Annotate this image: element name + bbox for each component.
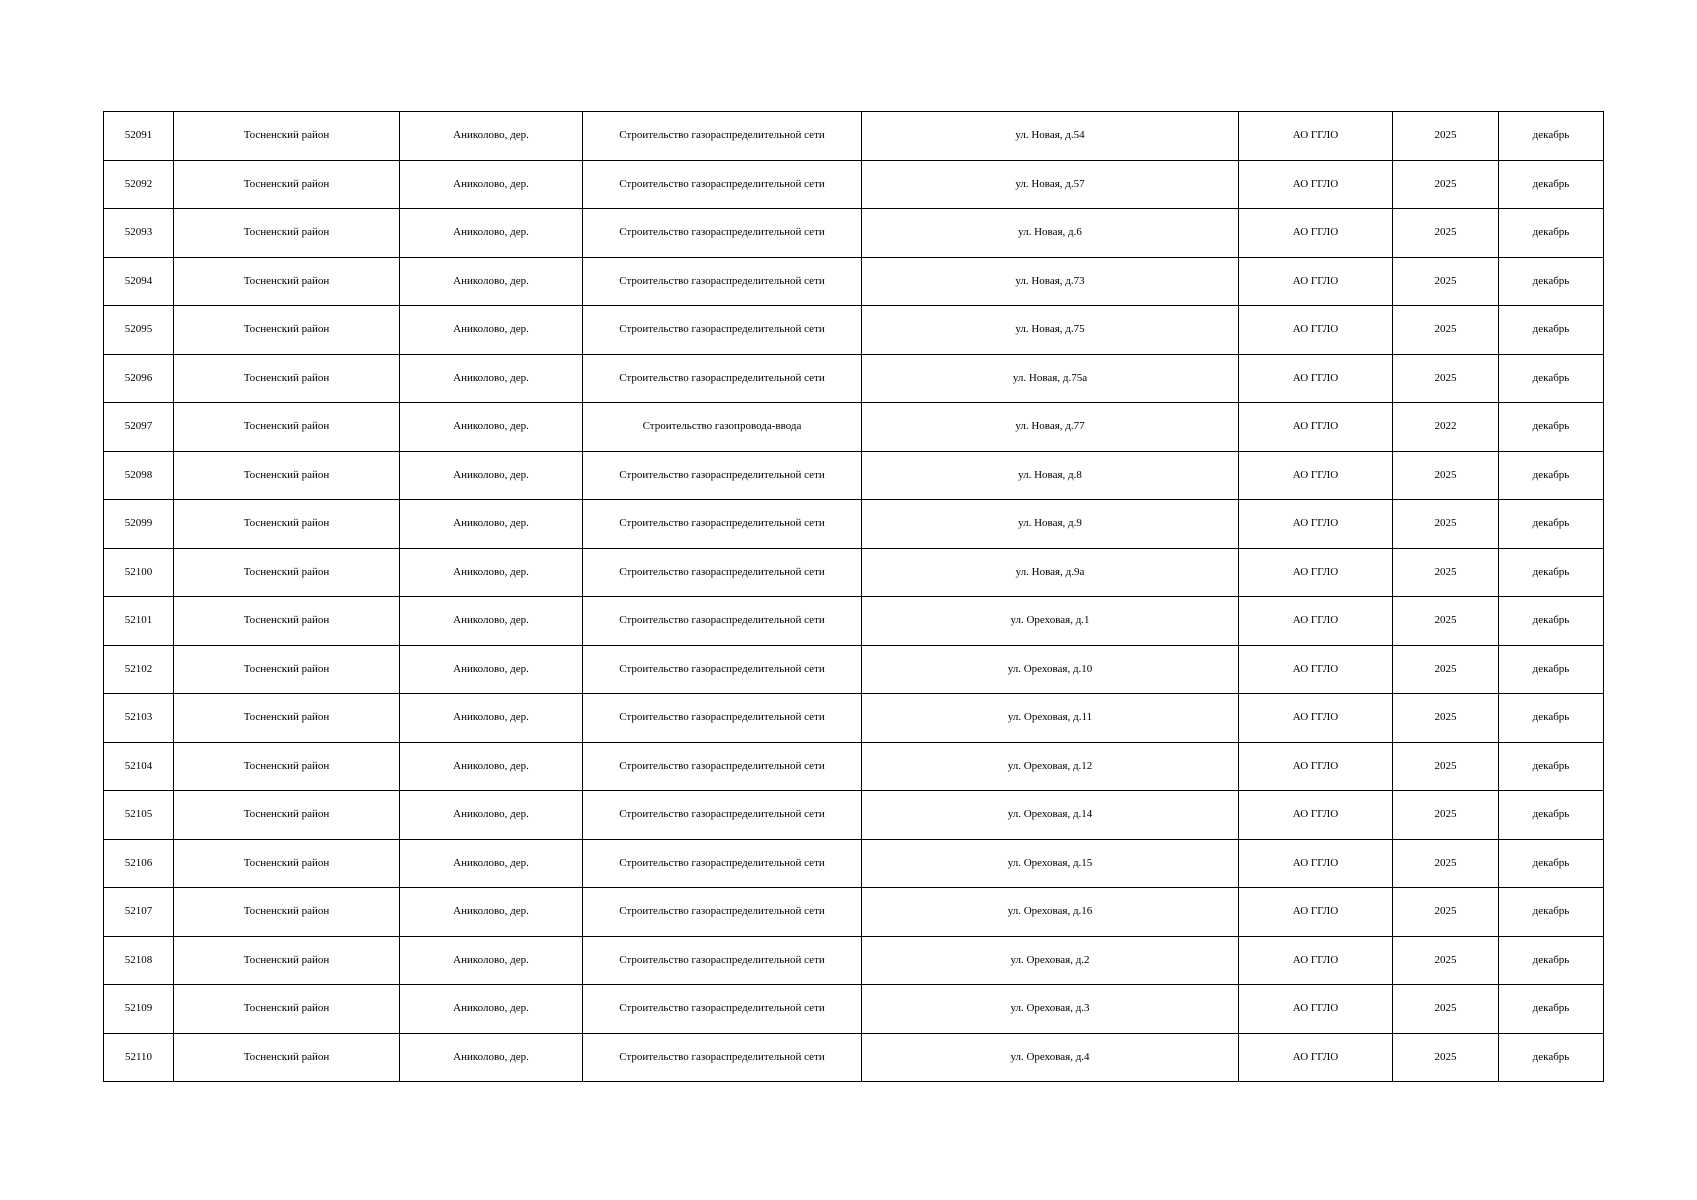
locality-cell: Аниколово, дер. [400, 839, 583, 888]
year-cell: 2025 [1393, 791, 1499, 840]
work-type-cell: Строительство газораспределительной сети [583, 548, 862, 597]
year-cell: 2025 [1393, 160, 1499, 209]
locality-cell: Аниколово, дер. [400, 451, 583, 500]
table-row [104, 306, 1604, 355]
table-body [104, 112, 1604, 1082]
year-cell: 2025 [1393, 354, 1499, 403]
month-cell: декабрь [1499, 645, 1604, 694]
table-row [104, 742, 1604, 791]
year-cell: 2025 [1393, 936, 1499, 985]
address-cell: ул. Ореховая, д.10 [862, 645, 1239, 694]
work-type-cell: Строительство газораспределительной сети [583, 451, 862, 500]
district-cell: Тосненский район [174, 451, 400, 500]
address-cell: ул. Ореховая, д.1 [862, 597, 1239, 646]
month-cell: декабрь [1499, 500, 1604, 549]
year-cell: 2022 [1393, 403, 1499, 452]
work-type-cell: Строительство газораспределительной сети [583, 742, 862, 791]
table-row [104, 354, 1604, 403]
table-row [104, 839, 1604, 888]
year-cell: 2025 [1393, 597, 1499, 646]
district-cell: Тосненский район [174, 257, 400, 306]
row-number-cell: 52103 [104, 694, 174, 743]
address-cell: ул. Новая, д.8 [862, 451, 1239, 500]
locality-cell: Аниколово, дер. [400, 209, 583, 258]
locality-cell: Аниколово, дер. [400, 306, 583, 355]
organization-cell: АО ГГЛО [1239, 451, 1393, 500]
address-cell: ул. Новая, д.57 [862, 160, 1239, 209]
month-cell: декабрь [1499, 791, 1604, 840]
work-type-cell: Строительство газораспределительной сети [583, 985, 862, 1034]
district-cell: Тосненский район [174, 791, 400, 840]
row-number-cell: 52091 [104, 112, 174, 161]
month-cell: декабрь [1499, 257, 1604, 306]
month-cell: декабрь [1499, 839, 1604, 888]
district-cell: Тосненский район [174, 403, 400, 452]
row-number-cell: 52095 [104, 306, 174, 355]
organization-cell: АО ГГЛО [1239, 839, 1393, 888]
month-cell: декабрь [1499, 403, 1604, 452]
organization-cell: АО ГГЛО [1239, 112, 1393, 161]
year-cell: 2025 [1393, 694, 1499, 743]
year-cell: 2025 [1393, 985, 1499, 1034]
table-row [104, 160, 1604, 209]
year-cell: 2025 [1393, 1033, 1499, 1082]
address-cell: ул. Ореховая, д.16 [862, 888, 1239, 937]
month-cell: декабрь [1499, 451, 1604, 500]
month-cell: декабрь [1499, 160, 1604, 209]
district-cell: Тосненский район [174, 985, 400, 1034]
row-number-cell: 52094 [104, 257, 174, 306]
month-cell: декабрь [1499, 597, 1604, 646]
table-row [104, 548, 1604, 597]
row-number-cell: 52097 [104, 403, 174, 452]
address-cell: ул. Новая, д.73 [862, 257, 1239, 306]
month-cell: декабрь [1499, 742, 1604, 791]
month-cell: декабрь [1499, 936, 1604, 985]
row-number-cell: 52106 [104, 839, 174, 888]
year-cell: 2025 [1393, 451, 1499, 500]
row-number-cell: 52109 [104, 985, 174, 1034]
row-number-cell: 52092 [104, 160, 174, 209]
work-type-cell: Строительство газопровода-ввода [583, 403, 862, 452]
locality-cell: Аниколово, дер. [400, 694, 583, 743]
table-row [104, 403, 1604, 452]
row-number-cell: 52100 [104, 548, 174, 597]
table-row [104, 791, 1604, 840]
gasification-schedule-table [103, 111, 1604, 1082]
table-row [104, 500, 1604, 549]
table-row [104, 936, 1604, 985]
organization-cell: АО ГГЛО [1239, 403, 1393, 452]
locality-cell: Аниколово, дер. [400, 257, 583, 306]
year-cell: 2025 [1393, 742, 1499, 791]
year-cell: 2025 [1393, 548, 1499, 597]
work-type-cell: Строительство газораспределительной сети [583, 500, 862, 549]
table-row [104, 597, 1604, 646]
district-cell: Тосненский район [174, 888, 400, 937]
row-number-cell: 52101 [104, 597, 174, 646]
work-type-cell: Строительство газораспределительной сети [583, 597, 862, 646]
district-cell: Тосненский район [174, 742, 400, 791]
work-type-cell: Строительство газораспределительной сети [583, 354, 862, 403]
month-cell: декабрь [1499, 306, 1604, 355]
row-number-cell: 52099 [104, 500, 174, 549]
year-cell: 2025 [1393, 306, 1499, 355]
work-type-cell: Строительство газораспределительной сети [583, 112, 862, 161]
organization-cell: АО ГГЛО [1239, 597, 1393, 646]
address-cell: ул. Ореховая, д.12 [862, 742, 1239, 791]
month-cell: декабрь [1499, 548, 1604, 597]
year-cell: 2025 [1393, 257, 1499, 306]
district-cell: Тосненский район [174, 160, 400, 209]
organization-cell: АО ГГЛО [1239, 742, 1393, 791]
table-row [104, 985, 1604, 1034]
address-cell: ул. Ореховая, д.2 [862, 936, 1239, 985]
organization-cell: АО ГГЛО [1239, 1033, 1393, 1082]
district-cell: Тосненский район [174, 500, 400, 549]
organization-cell: АО ГГЛО [1239, 888, 1393, 937]
work-type-cell: Строительство газораспределительной сети [583, 694, 862, 743]
table-row [104, 888, 1604, 937]
year-cell: 2025 [1393, 888, 1499, 937]
work-type-cell: Строительство газораспределительной сети [583, 257, 862, 306]
work-type-cell: Строительство газораспределительной сети [583, 1033, 862, 1082]
organization-cell: АО ГГЛО [1239, 936, 1393, 985]
row-number-cell: 52104 [104, 742, 174, 791]
year-cell: 2025 [1393, 209, 1499, 258]
organization-cell: АО ГГЛО [1239, 791, 1393, 840]
work-type-cell: Строительство газораспределительной сети [583, 209, 862, 258]
district-cell: Тосненский район [174, 209, 400, 258]
address-cell: ул. Ореховая, д.11 [862, 694, 1239, 743]
organization-cell: АО ГГЛО [1239, 354, 1393, 403]
district-cell: Тосненский район [174, 645, 400, 694]
row-number-cell: 52096 [104, 354, 174, 403]
address-cell: ул. Новая, д.6 [862, 209, 1239, 258]
row-number-cell: 52107 [104, 888, 174, 937]
address-cell: ул. Ореховая, д.3 [862, 985, 1239, 1034]
locality-cell: Аниколово, дер. [400, 936, 583, 985]
district-cell: Тосненский район [174, 1033, 400, 1082]
table-row [104, 257, 1604, 306]
locality-cell: Аниколово, дер. [400, 645, 583, 694]
month-cell: декабрь [1499, 1033, 1604, 1082]
table-row [104, 1033, 1604, 1082]
work-type-cell: Строительство газораспределительной сети [583, 160, 862, 209]
district-cell: Тосненский район [174, 112, 400, 161]
locality-cell: Аниколово, дер. [400, 354, 583, 403]
organization-cell: АО ГГЛО [1239, 306, 1393, 355]
work-type-cell: Строительство газораспределительной сети [583, 306, 862, 355]
month-cell: декабрь [1499, 112, 1604, 161]
row-number-cell: 52108 [104, 936, 174, 985]
row-number-cell: 52098 [104, 451, 174, 500]
table-row [104, 694, 1604, 743]
address-cell: ул. Новая, д.75а [862, 354, 1239, 403]
row-number-cell: 52102 [104, 645, 174, 694]
organization-cell: АО ГГЛО [1239, 160, 1393, 209]
locality-cell: Аниколово, дер. [400, 791, 583, 840]
address-cell: ул. Новая, д.77 [862, 403, 1239, 452]
work-type-cell: Строительство газораспределительной сети [583, 839, 862, 888]
address-cell: ул. Ореховая, д.15 [862, 839, 1239, 888]
row-number-cell: 52093 [104, 209, 174, 258]
district-cell: Тосненский район [174, 597, 400, 646]
year-cell: 2025 [1393, 112, 1499, 161]
year-cell: 2025 [1393, 500, 1499, 549]
locality-cell: Аниколово, дер. [400, 985, 583, 1034]
month-cell: декабрь [1499, 354, 1604, 403]
address-cell: ул. Новая, д.75 [862, 306, 1239, 355]
month-cell: декабрь [1499, 888, 1604, 937]
address-cell: ул. Новая, д.54 [862, 112, 1239, 161]
organization-cell: АО ГГЛО [1239, 548, 1393, 597]
work-type-cell: Строительство газораспределительной сети [583, 645, 862, 694]
organization-cell: АО ГГЛО [1239, 645, 1393, 694]
work-type-cell: Строительство газораспределительной сети [583, 888, 862, 937]
table-row [104, 451, 1604, 500]
table-row [104, 645, 1604, 694]
district-cell: Тосненский район [174, 694, 400, 743]
row-number-cell: 52110 [104, 1033, 174, 1082]
work-type-cell: Строительство газораспределительной сети [583, 936, 862, 985]
table-row [104, 112, 1604, 161]
month-cell: декабрь [1499, 209, 1604, 258]
organization-cell: АО ГГЛО [1239, 257, 1393, 306]
district-cell: Тосненский район [174, 548, 400, 597]
district-cell: Тосненский район [174, 354, 400, 403]
locality-cell: Аниколово, дер. [400, 403, 583, 452]
year-cell: 2025 [1393, 839, 1499, 888]
locality-cell: Аниколово, дер. [400, 597, 583, 646]
district-cell: Тосненский район [174, 306, 400, 355]
address-cell: ул. Новая, д.9 [862, 500, 1239, 549]
address-cell: ул. Ореховая, д.14 [862, 791, 1239, 840]
locality-cell: Аниколово, дер. [400, 112, 583, 161]
row-number-cell: 52105 [104, 791, 174, 840]
locality-cell: Аниколово, дер. [400, 888, 583, 937]
organization-cell: АО ГГЛО [1239, 209, 1393, 258]
year-cell: 2025 [1393, 645, 1499, 694]
organization-cell: АО ГГЛО [1239, 985, 1393, 1034]
organization-cell: АО ГГЛО [1239, 694, 1393, 743]
month-cell: декабрь [1499, 694, 1604, 743]
month-cell: декабрь [1499, 985, 1604, 1034]
organization-cell: АО ГГЛО [1239, 500, 1393, 549]
locality-cell: Аниколово, дер. [400, 548, 583, 597]
table-row [104, 209, 1604, 258]
district-cell: Тосненский район [174, 936, 400, 985]
work-type-cell: Строительство газораспределительной сети [583, 791, 862, 840]
locality-cell: Аниколово, дер. [400, 160, 583, 209]
locality-cell: Аниколово, дер. [400, 1033, 583, 1082]
district-cell: Тосненский район [174, 839, 400, 888]
address-cell: ул. Новая, д.9а [862, 548, 1239, 597]
locality-cell: Аниколово, дер. [400, 500, 583, 549]
locality-cell: Аниколово, дер. [400, 742, 583, 791]
address-cell: ул. Ореховая, д.4 [862, 1033, 1239, 1082]
